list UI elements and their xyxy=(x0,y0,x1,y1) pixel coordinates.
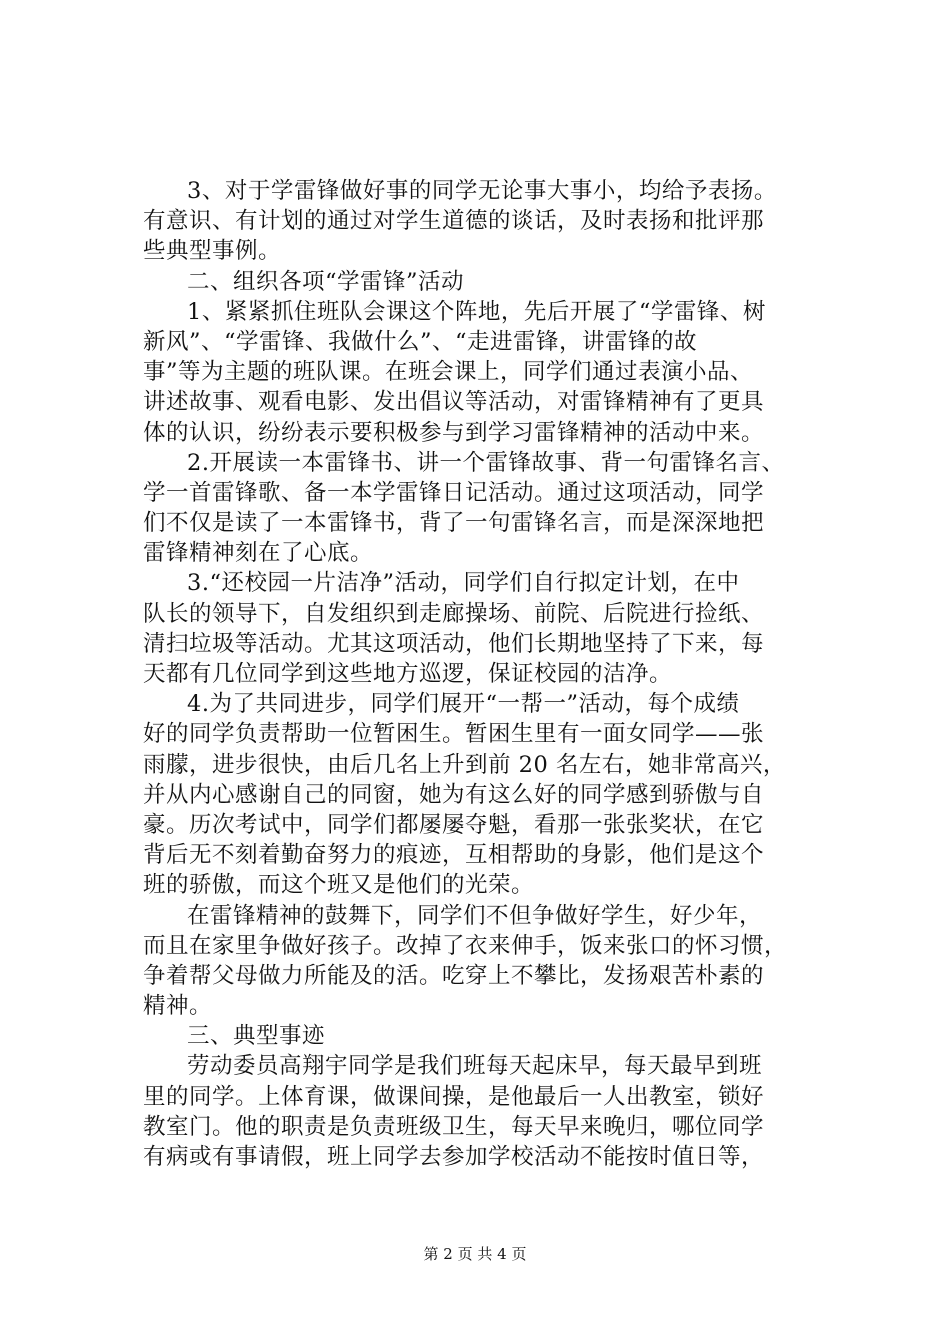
text-line: 班的骄傲，而这个班又是他们的光荣。 xyxy=(143,872,535,899)
text-line: 事”等为主题的班队课。在班会课上，同学们通过表演小品、 xyxy=(143,359,754,386)
document-body xyxy=(143,176,833,1172)
text-line: 讲述故事、观看电影、发出倡议等活动，对雷锋精神有了更具 xyxy=(143,389,765,416)
text-line: 劳动委员高翔宇同学是我们班每天起床早，每天最早到班 xyxy=(187,1053,763,1080)
text-line: 二、组织各项“学雷锋”活动 xyxy=(187,268,465,295)
text-line: 学一首雷锋歌、备一本学雷锋日记活动。通过这项活动，同学 xyxy=(143,479,765,506)
text-line: 并从内心感谢自己的同窗，她为有这么好的同学感到骄傲与自 xyxy=(143,781,765,808)
text-line: 好的同学负责帮助一位暂困生。暂困生里有一面女同学——张 xyxy=(143,721,765,748)
text-line: 雷锋精神刻在了心底。 xyxy=(143,540,374,567)
page-footer: 第 2 页 共 4 页 xyxy=(423,1245,527,1263)
text-line: 教室门。他的职责是负责班级卫生，每天早来晚归，哪位同学 xyxy=(143,1113,765,1140)
text-line: 队长的领导下，自发组织到走廊操场、前院、后院进行捡纸、 xyxy=(143,600,765,627)
text-line: 3、对于学雷锋做好事的同学无论事大事小，均给予表扬。 xyxy=(187,178,777,204)
text-line: 背后无不刻着勤奋努力的痕迹，互相帮助的身影，他们是这个 xyxy=(143,842,765,869)
text-line: 些典型事例。 xyxy=(143,238,282,265)
text-line: 清扫垃圾等活动。尤其这项活动，他们长期地坚持了下来，每 xyxy=(143,630,765,657)
text-line: 体的认识，纷纷表示要积极参与到学习雷锋精神的活动中来。 xyxy=(143,419,765,446)
text-line: 们不仅是读了一本雷锋书，背了一句雷锋名言，而是深深地把 xyxy=(143,510,765,537)
text-line: 在雷锋精神的鼓舞下，同学们不但争做好学生，好少年， xyxy=(187,902,763,929)
text-line: 新风”、“学雷锋、我做什么”、“走进雷锋，讲雷锋的故 xyxy=(143,328,698,355)
text-line: 2.开展读一本雷锋书、讲一个雷锋故事、背一句雷锋名言、 xyxy=(187,449,785,476)
text-line: 有病或有事请假，班上同学去参加学校活动不能按时值日等， xyxy=(143,1144,765,1170)
text-line: 豪。历次考试中，同学们都屡屡夺魁，看那一张张奖状，在它 xyxy=(143,811,765,838)
text-line: 有意识、有计划的通过对学生道德的谈话，及时表扬和批评那 xyxy=(143,208,765,235)
text-line: 雨朦，进步很快，由后几名上升到前 20 名左右，她非常高兴， xyxy=(143,751,786,778)
text-line: 而且在家里争做好孩子。改掉了衣来伸手，饭来张口的怀习惯， xyxy=(143,932,788,959)
text-line: 里的同学。上体育课，做课间操，是他最后一人出教室，锁好 xyxy=(143,1083,765,1110)
text-line: 天都有几位同学到这些地方巡逻，保证校园的洁净。 xyxy=(143,661,673,687)
text-line: 4.为了共同进步，同学们展开“一帮一”活动，每个成绩 xyxy=(187,691,740,718)
text-line: 1、紧紧抓住班队会课这个阵地，先后开展了“学雷锋、树 xyxy=(187,298,766,325)
text-line: 三、典型事迹 xyxy=(187,1023,326,1050)
text-line: 精神。 xyxy=(143,993,213,1020)
text-line: 争着帮父母做力所能及的活。吃穿上不攀比，发扬艰苦朴素的 xyxy=(143,962,765,989)
text-line: 3.“还校园一片洁净”活动，同学们自行拟定计划，在中 xyxy=(187,570,740,597)
